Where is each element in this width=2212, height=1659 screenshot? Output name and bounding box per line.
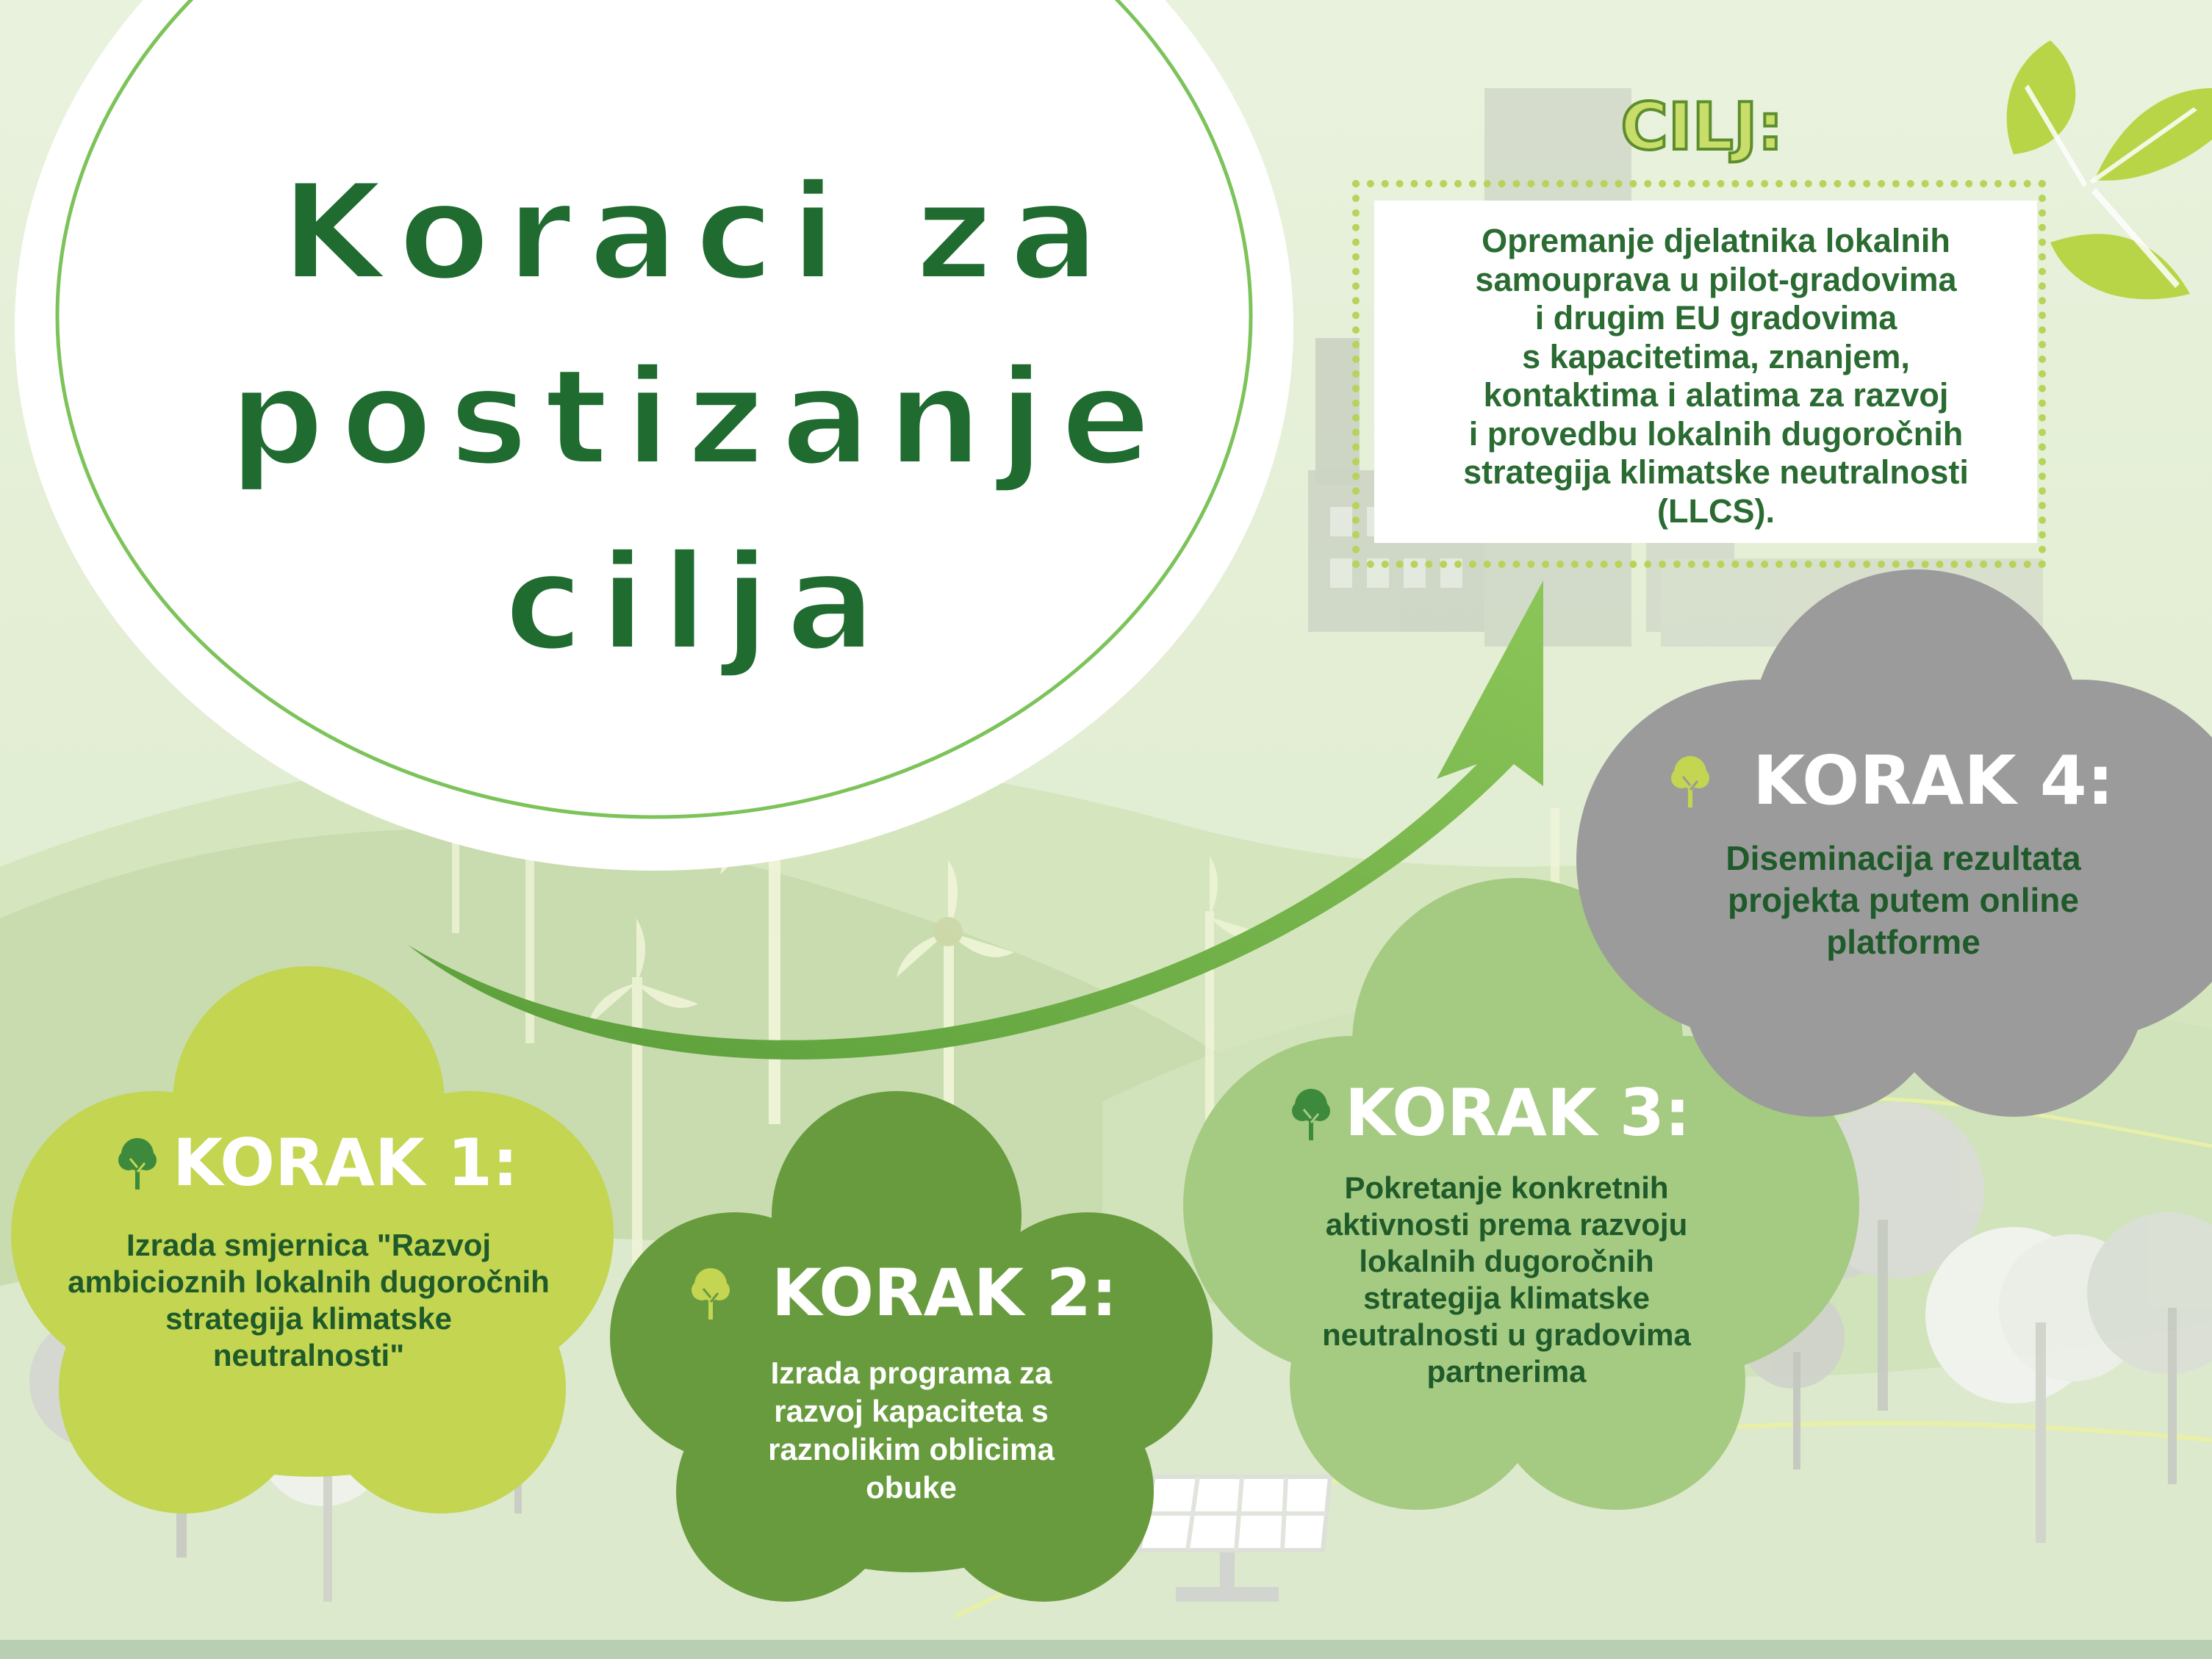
- tree-icon: [1288, 1086, 1335, 1142]
- goal-line: Opremanje djelatnika lokalnih: [1482, 222, 1950, 259]
- goal-description: [1389, 222, 2043, 530]
- step-3-title: KORAK 3:: [1345, 1075, 1691, 1151]
- step-line: obuke: [866, 1470, 957, 1505]
- step-1-description: [37, 1227, 581, 1374]
- step-2-description: [683, 1354, 1139, 1507]
- step-line: raznolikim oblicima: [768, 1432, 1055, 1467]
- goal-line: s kapacitetima, znanjem,: [1522, 337, 1910, 375]
- page-title: [110, 140, 1286, 695]
- step-line: strategija klimatske: [1363, 1281, 1650, 1315]
- goal-line: i drugim EU gradovima: [1534, 299, 1897, 337]
- title-line: postizanje: [229, 339, 1168, 495]
- title-line: Koraci za: [281, 154, 1116, 310]
- step-4-title: KORAK 4:: [1753, 741, 2114, 820]
- step-line: strategija klimatske: [165, 1301, 452, 1336]
- goal-line: (LLCS).: [1657, 492, 1775, 530]
- step-line: ambicioznih lokalnih dugoročnih: [68, 1264, 550, 1299]
- step-3-description: [1257, 1170, 1756, 1390]
- tree-icon: [1667, 753, 1714, 809]
- step-line: projekta putem online: [1728, 881, 2079, 919]
- step-line: neutralnosti u gradovima: [1322, 1317, 1691, 1352]
- goal-line: strategija klimatske neutralnosti: [1463, 453, 1969, 491]
- step-line: Pokretanje konkretnih: [1344, 1170, 1669, 1205]
- tree-icon: [114, 1135, 161, 1191]
- goal-line: i provedbu lokalnih dugoročnih: [1468, 414, 1964, 453]
- step-line: platforme: [1826, 923, 1981, 961]
- title-line: cilja: [504, 525, 892, 680]
- step-line: Izrada smjernica "Razvoj: [126, 1228, 492, 1262]
- step-1-title: KORAK 1:: [173, 1125, 519, 1201]
- step-line: lokalnih dugoročnih: [1359, 1244, 1654, 1278]
- step-line: Diseminacija rezultata: [1726, 839, 2081, 877]
- goal-line: samouprava u pilot-gradovima: [1475, 260, 1957, 298]
- step-2-title: KORAK 2:: [772, 1255, 1118, 1331]
- step-4-description: [1668, 838, 2139, 963]
- step-line: aktivnosti prema razvoju: [1325, 1207, 1688, 1242]
- step-line: Izrada programa za: [770, 1356, 1052, 1390]
- bottom-strip: [0, 1640, 2212, 1659]
- goal-label: CILJ:: [1620, 89, 1784, 165]
- step-line: partnerima: [1426, 1354, 1587, 1389]
- step-line: razvoj kapaciteta s: [774, 1394, 1049, 1428]
- step-line: neutralnosti": [212, 1338, 405, 1372]
- goal-line: kontaktima i alatima za razvoj: [1483, 376, 1949, 414]
- tree-icon: [687, 1265, 734, 1321]
